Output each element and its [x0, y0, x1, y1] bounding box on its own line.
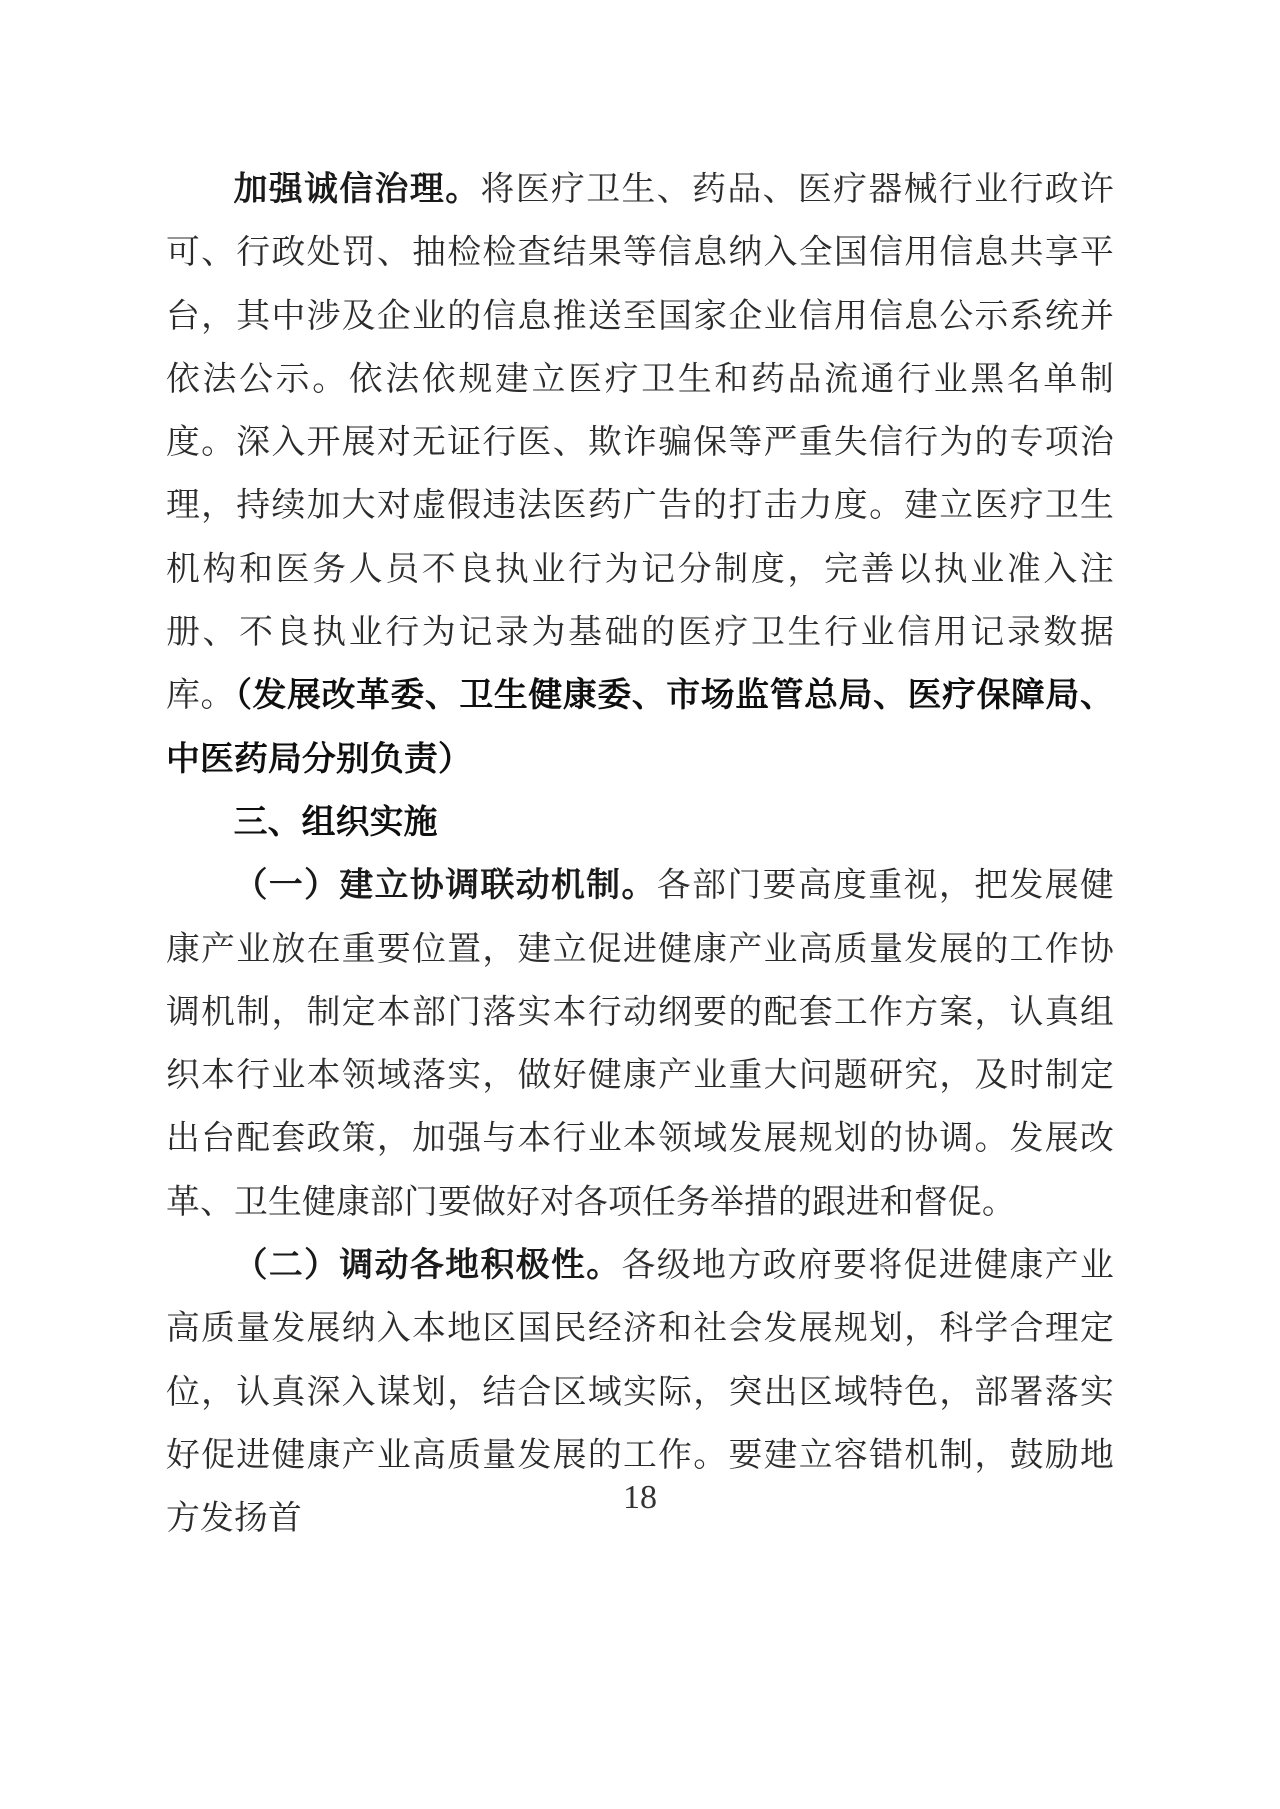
text-segment: 各级地方政府要将促进健康产业高质量发展纳入本地区国民经济和社会发展规划，科学合理定位，认真深入谋划，结合区域实际，突出区域特色，部署落实好促进健康产业高质量发展的工作。要建立容错机制，鼓励地方发扬首 [166, 1247, 1114, 1538]
text-segment: 各部门要高度重视，把发展健康产业放在重要位置，建立促进健康产业高质量发展的工作协调机制，制定本部门落实本行动纲要的配套工作方案，认真组织本行业本领域落实，做好健康产业重大问题研究，及时制定出台配套政策，加强与本行业本领域发展规划的协调。发展改革、卫生健康部门要做好对各项任务举措的跟进和督促。 [166, 867, 1114, 1221]
text-segment: （一）建立协调联动机制。 [233, 867, 657, 905]
text-segment: 将医疗卫生、药品、医疗器械行业行政许可、行政处罚、抽检检查结果等信息纳入全国信用信息共享平台，其中涉及企业的信息推送至国家企业信用信息公示系统并依法公示。依法依规建立医疗卫生和药品流通行业黑名单制度。深入开展对无证行医、欺诈骗保等严重失信行为的专项治理，持续加大对虚假违法医药广告的打击力度。建立医疗卫生机构和医务人员不良执业行为记分制度，完善以执业准入注册、不良执业行为记录为基础的医疗卫生行业信用记录数据库。 [166, 171, 1114, 715]
document-body [166, 158, 1114, 1551]
para-integrity-governance [166, 158, 1114, 791]
text-segment: 加强诚信治理。 [233, 171, 481, 208]
text-segment: （二）调动各地积极性。 [233, 1247, 622, 1285]
page-number: 18 [623, 1479, 657, 1516]
text-segment: （发展改革委、卫生健康委、市场监管总局、医疗保障局、中医药局分别负责） [166, 676, 1114, 778]
text-segment: 三、组织实施 [233, 802, 438, 841]
para-coordination-mechanism [166, 854, 1114, 1234]
section-heading-organization [166, 791, 1114, 854]
